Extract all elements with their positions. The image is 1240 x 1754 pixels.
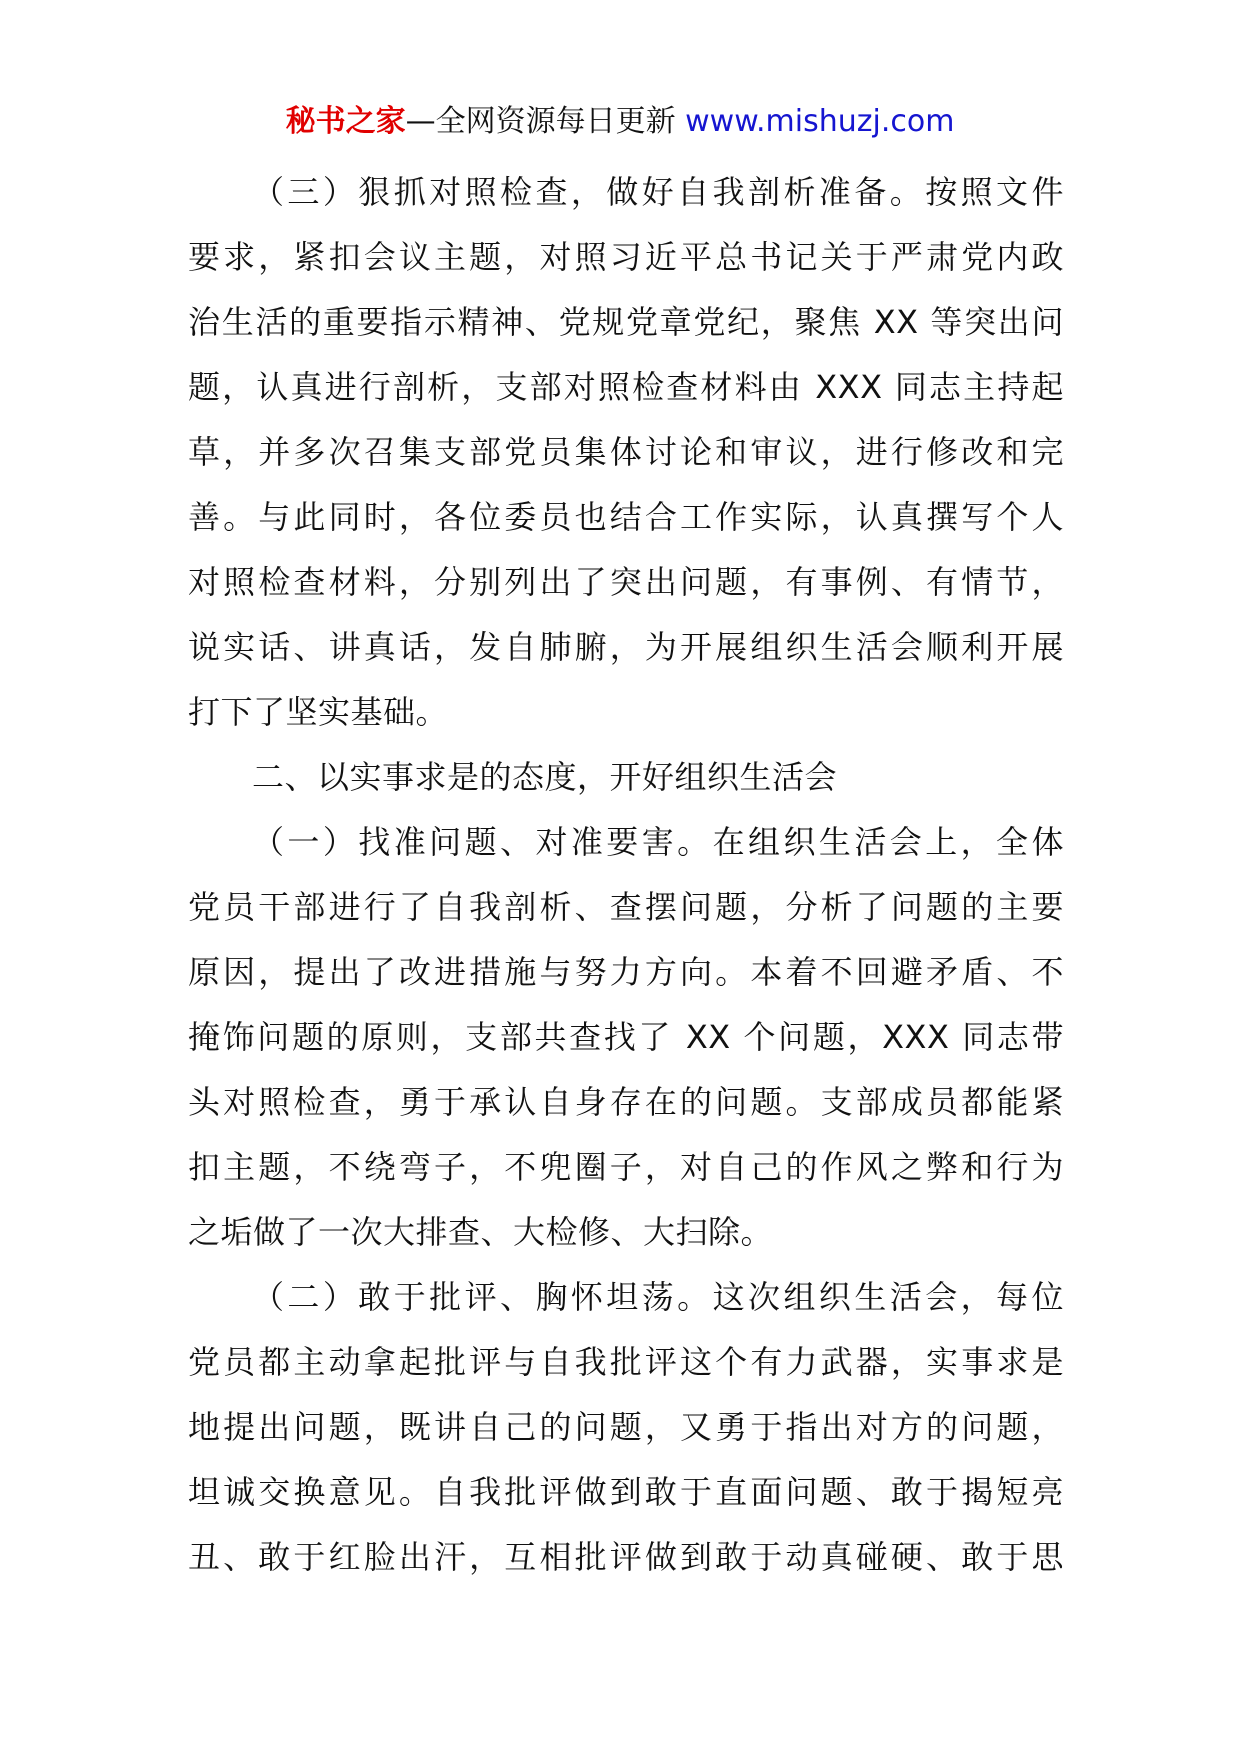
paragraph-line: 治生活的重要指示精神、党规党章党纪，聚焦 XX 等突出问 [188, 303, 1064, 341]
paragraph-line: 坦诚交换意见。自我批评做到敢于直面问题、敢于揭短亮 [188, 1473, 1064, 1511]
paragraph-line: 说实话、讲真话，发自肺腑，为开展组织生活会顺利开展 [188, 628, 1064, 666]
paragraph-line: 头对照检查，勇于承认自身存在的问题。支部成员都能紧 [188, 1083, 1064, 1121]
document-body [188, 160, 1064, 1590]
paragraph-line: 对照检查材料，分别列出了突出问题，有事例、有情节， [188, 563, 1064, 601]
paragraph-line: 草，并多次召集支部党员集体讨论和审议，进行修改和完 [188, 433, 1064, 471]
paragraph-line: 善。与此同时，各位委员也结合工作实际，认真撰写个人 [188, 498, 1064, 536]
website-link[interactable]: www.mishuzj.com [685, 104, 955, 139]
paragraph-line: （三）狠抓对照检查，做好自我剖析准备。按照文件 [252, 173, 1064, 211]
paragraph-line: 丑、敢于红脸出汗，互相批评做到敢于动真碰硬、敢于思 [188, 1538, 1064, 1576]
paragraph-line: 之垢做了一次大排查、大检修、大扫除。 [188, 1213, 774, 1251]
brand-name: 秘书之家 [285, 104, 406, 139]
paragraph-line: 题，认真进行剖析，支部对照检查材料由 XXX 同志主持起 [188, 368, 1064, 406]
paragraph-line: 原因，提出了改进措施与努力方向。本着不回避矛盾、不 [188, 953, 1064, 991]
page-header [0, 100, 1240, 144]
paragraph-line: 扣主题，不绕弯子，不兜圈子，对自己的作风之弊和行为 [188, 1148, 1064, 1186]
section-heading: 二、以实事求是的态度，开好组织生活会 [252, 758, 838, 796]
paragraph-line: （一）找准问题、对准要害。在组织生活会上，全体 [252, 823, 1064, 861]
header-tagline: —全网资源每日更新 [405, 104, 686, 139]
paragraph-line: 打下了坚实基础。 [188, 693, 449, 731]
paragraph-line: 要求，紧扣会议主题，对照习近平总书记关于严肃党内政 [188, 238, 1064, 276]
paragraph-line: 党员都主动拿起批评与自我批评这个有力武器，实事求是 [188, 1343, 1064, 1381]
paragraph-line: 掩饰问题的原则，支部共查找了 XX 个问题，XXX 同志带 [188, 1018, 1064, 1056]
paragraph-line: 党员干部进行了自我剖析、查摆问题，分析了问题的主要 [188, 888, 1064, 926]
paragraph-line: （二）敢于批评、胸怀坦荡。这次组织生活会，每位 [252, 1278, 1064, 1316]
paragraph-line: 地提出问题，既讲自己的问题，又勇于指出对方的问题， [188, 1408, 1064, 1446]
